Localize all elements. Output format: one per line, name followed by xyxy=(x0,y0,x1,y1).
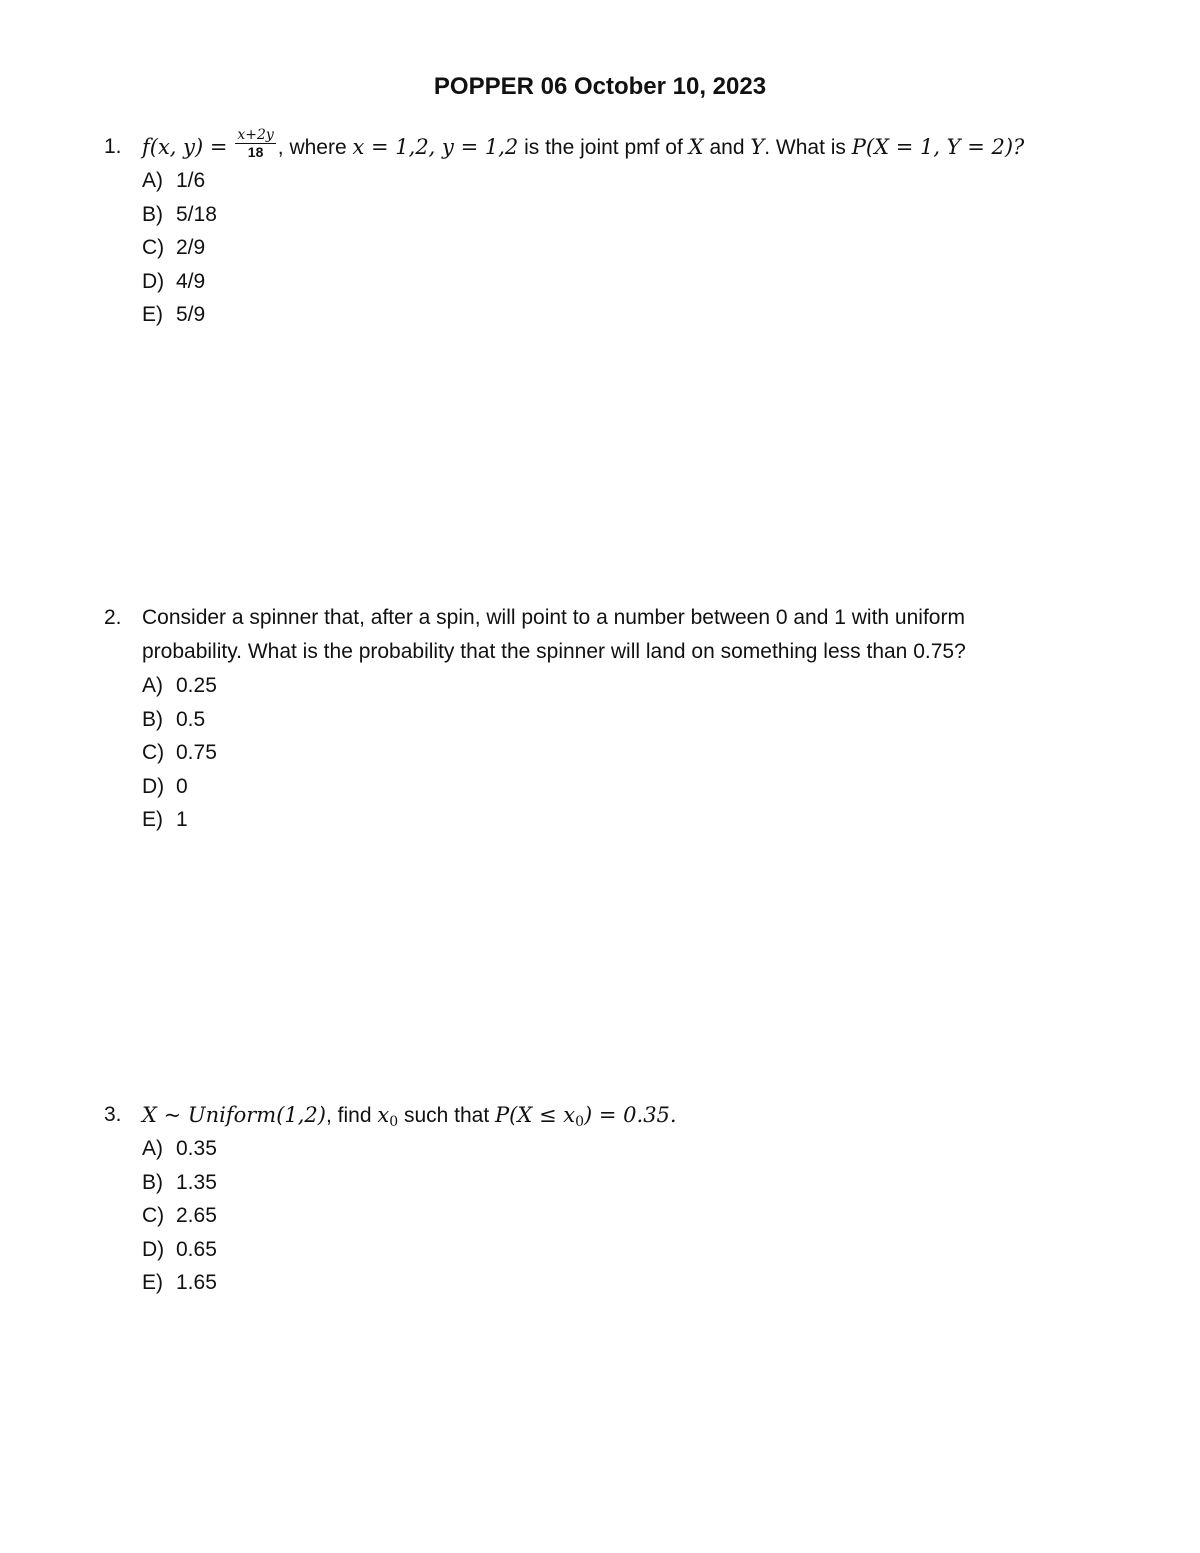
page-title: POPPER 06 October 10, 2023 xyxy=(433,73,767,100)
fraction-denominator: 18 xyxy=(247,144,264,161)
text-segment: . What is xyxy=(764,136,852,159)
option-value: 0.5 xyxy=(176,707,206,731)
option-d[interactable] xyxy=(142,770,1104,804)
option-c[interactable] xyxy=(142,1199,1104,1233)
option-a[interactable] xyxy=(142,669,1104,703)
math-probability xyxy=(495,1103,677,1130)
question-1-prompt xyxy=(104,127,1104,164)
question-3-prompt xyxy=(104,1098,1104,1132)
subscript: 0 xyxy=(575,1114,585,1130)
option-letter: E) xyxy=(142,303,163,327)
option-letter: D) xyxy=(142,269,165,293)
question-1-text xyxy=(142,127,1025,165)
option-value: 4/9 xyxy=(176,269,206,293)
option-e[interactable] xyxy=(142,803,1104,837)
fraction-numerator: x+2y xyxy=(237,127,274,144)
option-e[interactable] xyxy=(142,298,1104,332)
option-c[interactable] xyxy=(142,736,1104,770)
option-value: 5/18 xyxy=(176,202,217,226)
option-value: 0.35 xyxy=(176,1137,217,1160)
option-letter: A) xyxy=(142,169,163,192)
math-lhs: f(x, y) = xyxy=(142,135,228,159)
text-segment: such that xyxy=(398,1104,496,1127)
option-letter: C) xyxy=(142,741,165,765)
option-d[interactable] xyxy=(142,265,1104,299)
text-segment: and xyxy=(703,136,751,159)
option-d[interactable] xyxy=(142,1233,1104,1267)
options-list xyxy=(142,1132,1104,1300)
math-p: P(X ≤ x xyxy=(495,1103,576,1127)
math-probability: P(X = 1, Y = 2)? xyxy=(851,135,1025,159)
text-segment: , where xyxy=(277,136,353,159)
math-domain: x = 1,2, y = 1,2 xyxy=(352,135,519,159)
option-a[interactable] xyxy=(142,164,1104,198)
subscript: 0 xyxy=(389,1114,399,1130)
option-value: 0.65 xyxy=(176,1237,217,1261)
question-1 xyxy=(104,127,1104,332)
question-2-line-1: Consider a spinner that, after a spin, will point to a number between 0 and 1 with uniform xyxy=(142,606,965,629)
option-value: 0.75 xyxy=(176,741,217,765)
math-x: x xyxy=(377,1103,390,1127)
question-number: 3. xyxy=(104,1103,122,1126)
option-letter: B) xyxy=(142,202,163,226)
option-value: 5/9 xyxy=(176,303,206,327)
question-3 xyxy=(104,1098,1104,1300)
option-letter: A) xyxy=(142,674,163,697)
option-letter: E) xyxy=(142,808,163,832)
math-x0 xyxy=(377,1103,399,1130)
option-letter: A) xyxy=(142,1137,163,1160)
option-b[interactable] xyxy=(142,703,1104,737)
option-letter: E) xyxy=(142,1271,163,1295)
fraction xyxy=(235,128,275,160)
option-e[interactable] xyxy=(142,1266,1104,1300)
question-2 xyxy=(104,601,1104,837)
question-2-line-2: probability. What is the probability that the spinner will land on something less than 0.75? xyxy=(142,640,966,663)
option-value: 2/9 xyxy=(176,236,206,260)
question-number: 2. xyxy=(104,606,122,629)
option-value: 1.65 xyxy=(176,1271,217,1295)
option-letter: C) xyxy=(142,236,165,260)
question-2-prompt xyxy=(104,601,1104,635)
options-list xyxy=(142,164,1104,332)
option-value: 2.65 xyxy=(176,1204,217,1228)
option-letter: D) xyxy=(142,774,165,798)
math-var-y: Y xyxy=(750,135,765,159)
text-segment: is the joint pmf of xyxy=(518,136,689,159)
option-value: 1/6 xyxy=(176,169,206,192)
option-letter: D) xyxy=(142,1237,165,1261)
option-c[interactable] xyxy=(142,231,1104,265)
option-letter: B) xyxy=(142,707,163,731)
option-letter: B) xyxy=(142,1170,163,1194)
option-value: 0 xyxy=(176,774,188,798)
option-letter: C) xyxy=(142,1204,165,1228)
option-value: 1.35 xyxy=(176,1170,217,1194)
math-distribution: X ~ Uniform(1,2) xyxy=(142,1103,326,1127)
option-value: 1 xyxy=(176,808,188,832)
math-end: ) = 0.35. xyxy=(584,1103,677,1127)
option-b[interactable] xyxy=(142,198,1104,232)
question-3-text xyxy=(142,1098,677,1139)
question-number: 1. xyxy=(104,135,122,158)
option-value: 0.25 xyxy=(176,674,217,697)
option-b[interactable] xyxy=(142,1166,1104,1200)
options-list xyxy=(142,669,1104,837)
text-segment: , find xyxy=(326,1104,378,1127)
math-var-x: X xyxy=(688,135,704,159)
